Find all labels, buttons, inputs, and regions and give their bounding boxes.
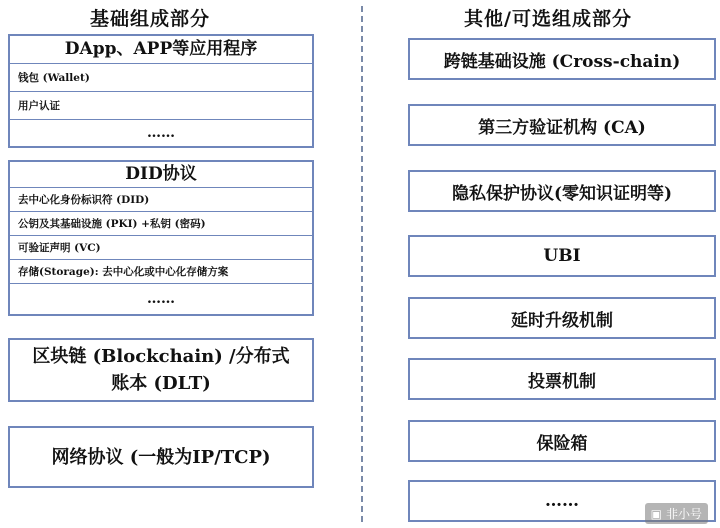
- blockchain-label-line1: 区块链 (Blockchain) /分布式: [32, 346, 290, 367]
- did-item: 公钥及其基础设施 (PKI) +私钥 (密码): [10, 212, 312, 236]
- optional-components-title: 其他/可选组成部分: [464, 8, 632, 30]
- dapp-header: DApp、APP等应用程序: [10, 36, 312, 64]
- ca-box: 第三方验证机构 (CA): [408, 104, 716, 146]
- watermark-logo-icon: ▣: [650, 506, 662, 521]
- dapp-item: 钱包 (Wallet): [10, 64, 312, 92]
- watermark: [645, 503, 708, 524]
- did-item: 存储(Storage): 去中心化或中心化存储方案: [10, 260, 312, 284]
- blockchain-label-line2: 账本 (DLT): [111, 373, 211, 394]
- privacy-box: 隐私保护协议(零知识证明等): [408, 170, 716, 212]
- did-item: 去中心化身份标识符 (DID): [10, 188, 312, 212]
- blockchain-box: [8, 338, 314, 402]
- did-box: [8, 160, 314, 316]
- did-header: DID协议: [10, 162, 312, 188]
- basic-components-title: 基础组成部分: [90, 8, 211, 30]
- watermark-text: 非小号: [665, 507, 702, 521]
- vault-box: 保险箱: [408, 420, 716, 462]
- network-label: 网络协议 (一般为IP/TCP): [51, 446, 271, 468]
- dapp-item: ……: [147, 125, 175, 141]
- voting-box: 投票机制: [408, 358, 716, 400]
- did-item: ……: [147, 291, 175, 307]
- more-box: ……: [408, 480, 716, 522]
- dapp-item: 用户认证: [10, 92, 312, 120]
- did-item: 可验证声明 (VC): [10, 236, 312, 260]
- cross-chain-box: 跨链基础设施 (Cross-chain): [408, 38, 716, 80]
- ubi-box: UBI: [408, 235, 716, 277]
- network-box: [8, 426, 314, 488]
- dapp-box: [8, 34, 314, 148]
- delay-upgrade-box: 延时升级机制: [408, 297, 716, 339]
- column-divider: [361, 6, 363, 522]
